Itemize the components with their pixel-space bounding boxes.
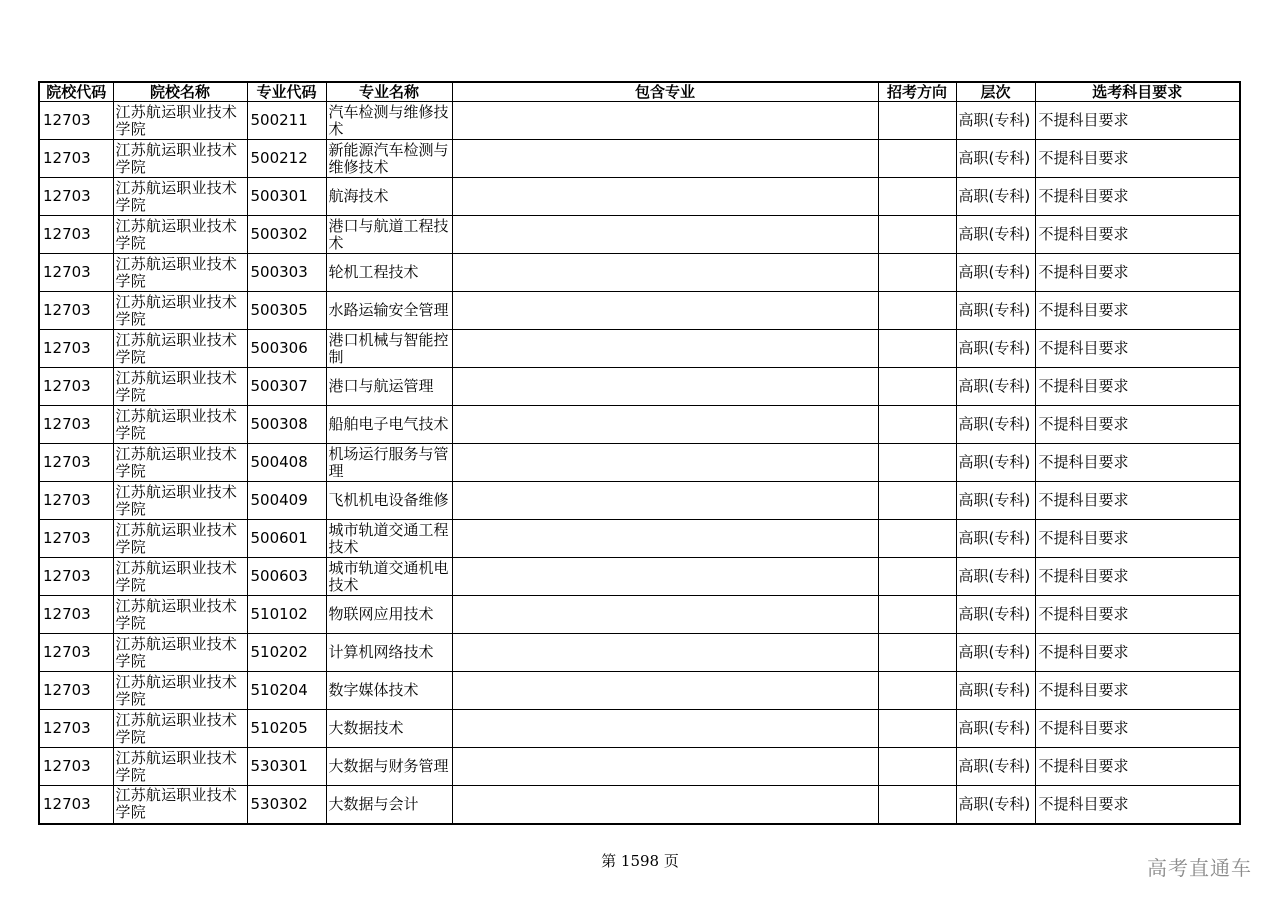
header-subject-requirement: 选考科目要求 (1035, 82, 1240, 102)
cell-level: 高职(专科) (956, 140, 1035, 178)
cell-direction (878, 786, 956, 824)
page-number: 第 1598 页 (601, 852, 679, 870)
cell-school-name: 江苏航运职业技术学院 (113, 216, 247, 254)
cell-included-majors (452, 672, 878, 710)
cell-major-code: 500409 (247, 482, 326, 520)
cell-subject-requirement: 不提科目要求 (1035, 140, 1240, 178)
cell-direction (878, 558, 956, 596)
cell-school-code: 12703 (39, 292, 113, 330)
table-row (39, 710, 1240, 748)
cell-major-code: 500603 (247, 558, 326, 596)
cell-major-code: 500601 (247, 520, 326, 558)
cell-included-majors (452, 558, 878, 596)
cell-included-majors (452, 596, 878, 634)
table-row (39, 254, 1240, 292)
cell-major-code: 500308 (247, 406, 326, 444)
cell-included-majors (452, 216, 878, 254)
cell-major-code: 500212 (247, 140, 326, 178)
cell-level: 高职(专科) (956, 482, 1035, 520)
table-row (39, 292, 1240, 330)
cell-major-name: 数字媒体技术 (326, 672, 452, 710)
table-row (39, 482, 1240, 520)
table-row (39, 520, 1240, 558)
cell-direction (878, 330, 956, 368)
table-row (39, 140, 1240, 178)
cell-included-majors (452, 786, 878, 824)
cell-direction (878, 482, 956, 520)
cell-school-name: 江苏航运职业技术学院 (113, 786, 247, 824)
cell-direction (878, 254, 956, 292)
cell-level: 高职(专科) (956, 330, 1035, 368)
cell-included-majors (452, 520, 878, 558)
table-row (39, 406, 1240, 444)
header-major-name: 专业名称 (326, 82, 452, 102)
table-row (39, 216, 1240, 254)
cell-major-code: 500303 (247, 254, 326, 292)
cell-major-name: 汽车检测与维修技术 (326, 102, 452, 140)
cell-included-majors (452, 634, 878, 672)
cell-school-code: 12703 (39, 558, 113, 596)
header-school-code: 院校代码 (39, 82, 113, 102)
cell-subject-requirement: 不提科目要求 (1035, 672, 1240, 710)
cell-school-code: 12703 (39, 368, 113, 406)
cell-major-code: 500302 (247, 216, 326, 254)
cell-level: 高职(专科) (956, 596, 1035, 634)
cell-major-name: 城市轨道交通机电技术 (326, 558, 452, 596)
cell-subject-requirement: 不提科目要求 (1035, 406, 1240, 444)
cell-major-code: 510204 (247, 672, 326, 710)
cell-included-majors (452, 406, 878, 444)
cell-included-majors (452, 482, 878, 520)
cell-included-majors (452, 254, 878, 292)
cell-subject-requirement: 不提科目要求 (1035, 330, 1240, 368)
table-row (39, 596, 1240, 634)
cell-level: 高职(专科) (956, 216, 1035, 254)
cell-direction (878, 102, 956, 140)
cell-school-name: 江苏航运职业技术学院 (113, 520, 247, 558)
cell-level: 高职(专科) (956, 178, 1035, 216)
table-row (39, 178, 1240, 216)
cell-direction (878, 748, 956, 786)
cell-included-majors (452, 444, 878, 482)
cell-included-majors (452, 368, 878, 406)
cell-included-majors (452, 330, 878, 368)
cell-major-code: 500307 (247, 368, 326, 406)
cell-level: 高职(专科) (956, 710, 1035, 748)
cell-school-name: 江苏航运职业技术学院 (113, 254, 247, 292)
table-row (39, 102, 1240, 140)
cell-level: 高职(专科) (956, 102, 1035, 140)
cell-major-name: 飞机机电设备维修 (326, 482, 452, 520)
cell-school-name: 江苏航运职业技术学院 (113, 596, 247, 634)
cell-subject-requirement: 不提科目要求 (1035, 178, 1240, 216)
cell-school-name: 江苏航运职业技术学院 (113, 748, 247, 786)
cell-subject-requirement: 不提科目要求 (1035, 482, 1240, 520)
cell-direction (878, 634, 956, 672)
cell-level: 高职(专科) (956, 672, 1035, 710)
cell-direction (878, 140, 956, 178)
cell-school-name: 江苏航运职业技术学院 (113, 178, 247, 216)
header-direction: 招考方向 (878, 82, 956, 102)
cell-level: 高职(专科) (956, 520, 1035, 558)
cell-school-name: 江苏航运职业技术学院 (113, 444, 247, 482)
cell-school-name: 江苏航运职业技术学院 (113, 330, 247, 368)
header-included-majors: 包含专业 (452, 82, 878, 102)
table-row (39, 368, 1240, 406)
watermark: 高考直通车 (1147, 856, 1252, 880)
cell-included-majors (452, 292, 878, 330)
cell-major-name: 大数据技术 (326, 710, 452, 748)
cell-school-code: 12703 (39, 786, 113, 824)
cell-level: 高职(专科) (956, 292, 1035, 330)
cell-direction (878, 216, 956, 254)
cell-level: 高职(专科) (956, 786, 1035, 824)
cell-subject-requirement: 不提科目要求 (1035, 634, 1240, 672)
cell-direction (878, 444, 956, 482)
cell-direction (878, 292, 956, 330)
cell-school-code: 12703 (39, 140, 113, 178)
cell-major-name: 港口与航道工程技术 (326, 216, 452, 254)
cell-major-name: 港口与航运管理 (326, 368, 452, 406)
cell-school-name: 江苏航运职业技术学院 (113, 102, 247, 140)
cell-level: 高职(专科) (956, 634, 1035, 672)
cell-school-code: 12703 (39, 444, 113, 482)
header-major-code: 专业代码 (247, 82, 326, 102)
cell-major-name: 新能源汽车检测与维修技术 (326, 140, 452, 178)
cell-major-name: 机场运行服务与管理 (326, 444, 452, 482)
table-row (39, 672, 1240, 710)
cell-major-code: 500301 (247, 178, 326, 216)
cell-major-code: 500408 (247, 444, 326, 482)
cell-direction (878, 406, 956, 444)
cell-level: 高职(专科) (956, 368, 1035, 406)
cell-level: 高职(专科) (956, 444, 1035, 482)
cell-subject-requirement: 不提科目要求 (1035, 596, 1240, 634)
cell-school-code: 12703 (39, 710, 113, 748)
cell-major-name: 轮机工程技术 (326, 254, 452, 292)
cell-major-code: 510205 (247, 710, 326, 748)
cell-school-code: 12703 (39, 520, 113, 558)
header-row (39, 82, 1240, 102)
cell-school-code: 12703 (39, 596, 113, 634)
cell-direction (878, 596, 956, 634)
cell-school-name: 江苏航运职业技术学院 (113, 292, 247, 330)
cell-major-code: 500211 (247, 102, 326, 140)
cell-subject-requirement: 不提科目要求 (1035, 748, 1240, 786)
cell-major-code: 510202 (247, 634, 326, 672)
cell-direction (878, 520, 956, 558)
cell-major-code: 500306 (247, 330, 326, 368)
cell-school-code: 12703 (39, 216, 113, 254)
cell-school-code: 12703 (39, 178, 113, 216)
cell-subject-requirement: 不提科目要求 (1035, 254, 1240, 292)
cell-included-majors (452, 748, 878, 786)
cell-subject-requirement: 不提科目要求 (1035, 786, 1240, 824)
cell-direction (878, 710, 956, 748)
cell-subject-requirement: 不提科目要求 (1035, 558, 1240, 596)
cell-major-code: 500305 (247, 292, 326, 330)
table-row (39, 444, 1240, 482)
cell-level: 高职(专科) (956, 254, 1035, 292)
cell-school-name: 江苏航运职业技术学院 (113, 482, 247, 520)
cell-major-name: 港口机械与智能控制 (326, 330, 452, 368)
cell-direction (878, 178, 956, 216)
cell-school-name: 江苏航运职业技术学院 (113, 710, 247, 748)
header-school-name: 院校名称 (113, 82, 247, 102)
cell-major-name: 物联网应用技术 (326, 596, 452, 634)
cell-school-code: 12703 (39, 330, 113, 368)
cell-major-name: 水路运输安全管理 (326, 292, 452, 330)
cell-subject-requirement: 不提科目要求 (1035, 368, 1240, 406)
cell-major-name: 航海技术 (326, 178, 452, 216)
cell-subject-requirement: 不提科目要求 (1035, 102, 1240, 140)
cell-level: 高职(专科) (956, 558, 1035, 596)
table-row (39, 748, 1240, 786)
cell-included-majors (452, 178, 878, 216)
cell-major-name: 计算机网络技术 (326, 634, 452, 672)
header-level: 层次 (956, 82, 1035, 102)
cell-school-name: 江苏航运职业技术学院 (113, 558, 247, 596)
cell-school-code: 12703 (39, 102, 113, 140)
cell-level: 高职(专科) (956, 406, 1035, 444)
table-row (39, 330, 1240, 368)
cell-included-majors (452, 710, 878, 748)
cell-school-code: 12703 (39, 748, 113, 786)
table-row (39, 786, 1240, 824)
cell-school-name: 江苏航运职业技术学院 (113, 368, 247, 406)
cell-subject-requirement: 不提科目要求 (1035, 292, 1240, 330)
cell-major-name: 船舶电子电气技术 (326, 406, 452, 444)
cell-direction (878, 672, 956, 710)
cell-major-name: 大数据与财务管理 (326, 748, 452, 786)
cell-major-code: 530301 (247, 748, 326, 786)
table-body (39, 102, 1240, 824)
cell-included-majors (452, 102, 878, 140)
table-row (39, 634, 1240, 672)
cell-school-code: 12703 (39, 672, 113, 710)
cell-subject-requirement: 不提科目要求 (1035, 520, 1240, 558)
cell-school-code: 12703 (39, 254, 113, 292)
cell-subject-requirement: 不提科目要求 (1035, 444, 1240, 482)
cell-subject-requirement: 不提科目要求 (1035, 710, 1240, 748)
cell-school-code: 12703 (39, 482, 113, 520)
cell-school-name: 江苏航运职业技术学院 (113, 140, 247, 178)
cell-direction (878, 368, 956, 406)
cell-major-name: 城市轨道交通工程技术 (326, 520, 452, 558)
table-row (39, 558, 1240, 596)
cell-included-majors (452, 140, 878, 178)
cell-school-name: 江苏航运职业技术学院 (113, 634, 247, 672)
cell-major-code: 510102 (247, 596, 326, 634)
cell-major-name: 大数据与会计 (326, 786, 452, 824)
cell-school-code: 12703 (39, 406, 113, 444)
cell-school-name: 江苏航运职业技术学院 (113, 406, 247, 444)
cell-school-name: 江苏航运职业技术学院 (113, 672, 247, 710)
cell-level: 高职(专科) (956, 748, 1035, 786)
cell-school-code: 12703 (39, 634, 113, 672)
cell-subject-requirement: 不提科目要求 (1035, 216, 1240, 254)
admissions-table (38, 81, 1241, 825)
cell-major-code: 530302 (247, 786, 326, 824)
